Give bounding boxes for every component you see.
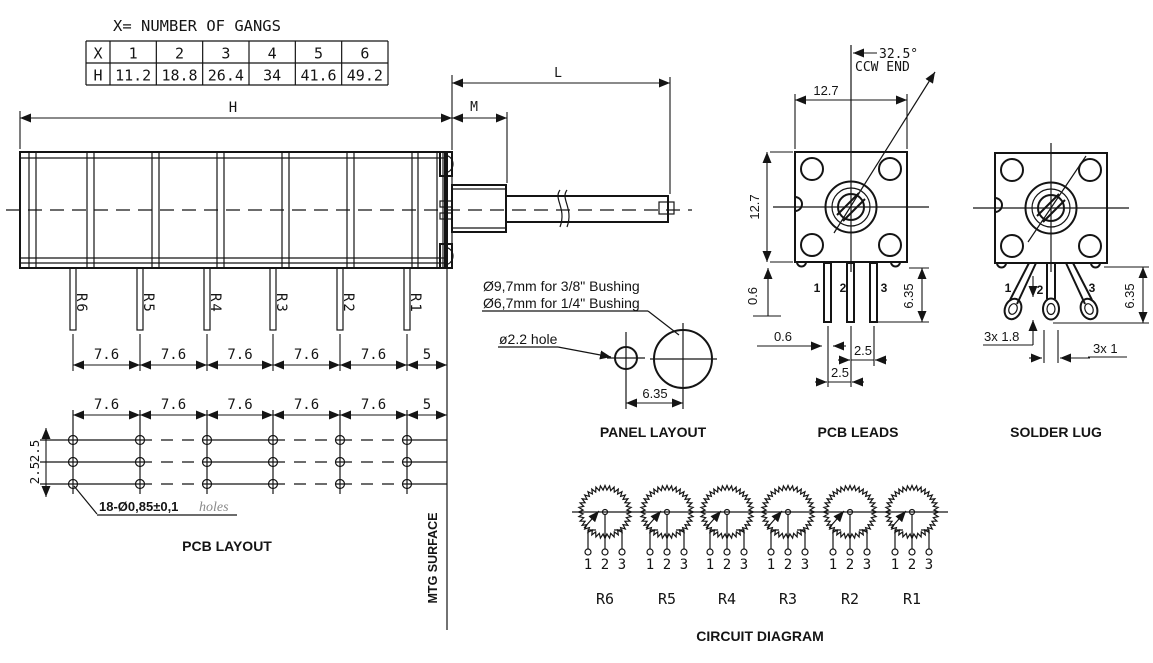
terminal-label: 3 bbox=[617, 557, 627, 573]
terminal-node bbox=[864, 549, 870, 555]
gang-table-cell: 6 bbox=[360, 44, 370, 63]
lug-2-label: 2 bbox=[1036, 283, 1044, 297]
dim-label-M: M bbox=[470, 100, 478, 115]
gang-table-title: X= NUMBER OF GANGS bbox=[113, 17, 281, 35]
terminal-node bbox=[741, 549, 747, 555]
corner-rivet bbox=[1079, 235, 1101, 257]
dim-label-pin-pitch: 7.6 bbox=[293, 347, 320, 363]
side-view-pins bbox=[70, 268, 423, 330]
wiper-arrow bbox=[584, 511, 599, 528]
gang-table-cell: X bbox=[93, 44, 103, 63]
pot-unit-label: R1 bbox=[902, 590, 922, 608]
dim-label-lead-width: 0.6 bbox=[773, 329, 793, 344]
gang-table-cell: 11.2 bbox=[115, 66, 152, 85]
panel-layout-caption: PANEL LAYOUT bbox=[599, 424, 707, 440]
lead-3-label: 3 bbox=[880, 281, 888, 295]
gang-table-cell: 4 bbox=[267, 44, 277, 63]
dim-label-pin-pitch: 7.6 bbox=[160, 347, 187, 363]
lug-1-edge bbox=[1010, 263, 1029, 300]
pin-label: R4 bbox=[207, 293, 223, 314]
pcb-leads-caption: PCB LEADS bbox=[817, 424, 899, 440]
terminal-node bbox=[619, 549, 625, 555]
dim-label-width: 12.7 bbox=[813, 83, 839, 98]
dim-label-height: 12.7 bbox=[747, 194, 762, 220]
pcb-leads-view bbox=[745, 45, 935, 440]
hole-note-leader bbox=[558, 347, 611, 357]
corner-rivet bbox=[879, 234, 901, 256]
gang-table-cell: 1 bbox=[128, 44, 138, 63]
corner-rivet bbox=[1001, 159, 1023, 181]
dim-label-pin-pitch: 5 bbox=[422, 347, 432, 363]
terminal-node bbox=[724, 549, 730, 555]
lug-3-label: 3 bbox=[1088, 281, 1096, 295]
dim-label-hole-pitch: 7.6 bbox=[293, 397, 320, 413]
bushing bbox=[452, 185, 506, 232]
dim-label-row-pitch: 2.5 bbox=[27, 439, 42, 463]
terminal-label: 3 bbox=[800, 557, 810, 573]
dim-label-standoff: 0.6 bbox=[745, 286, 760, 306]
terminal-node bbox=[785, 549, 791, 555]
terminal-label: 3 bbox=[739, 557, 749, 573]
terminal-label: 2 bbox=[662, 557, 672, 573]
lead-1 bbox=[824, 263, 831, 322]
gang-table-cell: 26.4 bbox=[207, 66, 244, 85]
pot-unit-label: R2 bbox=[840, 590, 860, 608]
dim-label-row-pitch: 2.5 bbox=[27, 461, 42, 485]
corner-rivet bbox=[879, 158, 901, 180]
dim-label-lug-length: 6.35 bbox=[1122, 283, 1137, 309]
bushing-note-2: Ø6,7mm for 1/4" Bushing bbox=[483, 295, 640, 311]
dim-label-hole-pitch: 5 bbox=[422, 397, 432, 413]
lug-1-eyelet-hole bbox=[1007, 302, 1019, 315]
lead-1-label: 1 bbox=[813, 281, 821, 295]
solder-lug-view bbox=[973, 143, 1149, 440]
lug-3-eyelet-hole bbox=[1083, 302, 1095, 315]
potentiometer-symbol bbox=[824, 486, 877, 609]
gang-table-cell: 3 bbox=[221, 44, 231, 63]
dim-label-hole-pitch: 7.6 bbox=[93, 397, 120, 413]
gang-count-table bbox=[86, 17, 388, 85]
dim-label-pitch-a: 2.5 bbox=[853, 343, 873, 358]
lead-3 bbox=[870, 263, 877, 322]
dim-label-pitch-b: 2.5 bbox=[830, 365, 850, 380]
terminal-node bbox=[768, 549, 774, 555]
bushing-note-1: Ø9,7mm for 3/8" Bushing bbox=[483, 278, 640, 294]
wiper-arrow bbox=[646, 511, 661, 528]
gang-table-cell: 49.2 bbox=[346, 66, 383, 85]
wiper-arrow bbox=[891, 511, 906, 528]
mtg-surface-label: MTG SURFACE bbox=[426, 512, 440, 604]
pot-unit-label: R4 bbox=[717, 590, 737, 608]
terminal-label: 1 bbox=[705, 557, 715, 573]
terminal-node bbox=[681, 549, 687, 555]
pcb-hole-grid bbox=[27, 397, 447, 497]
dim-label-lead-length: 6.35 bbox=[901, 283, 916, 309]
holes-note-leader bbox=[74, 486, 97, 514]
dim-label-hole-spacing: 6.35 bbox=[642, 386, 668, 401]
potentiometer-symbol bbox=[701, 486, 754, 609]
terminal-node bbox=[926, 549, 932, 555]
terminal-node bbox=[830, 549, 836, 555]
potentiometer-symbols bbox=[579, 486, 939, 609]
terminal-label: 1 bbox=[766, 557, 776, 573]
gang-table-cell: 34 bbox=[263, 66, 282, 85]
gang-table-cell: H bbox=[93, 66, 103, 85]
terminal-label: 2 bbox=[783, 557, 793, 573]
ccw-end-label: CCW END bbox=[855, 60, 910, 75]
gang-table-cell: 41.6 bbox=[300, 66, 337, 85]
terminal-label: 2 bbox=[845, 557, 855, 573]
potentiometer-symbol bbox=[641, 486, 694, 609]
pin-label: R3 bbox=[273, 293, 289, 314]
dim-label-hole-pitch: 7.6 bbox=[227, 397, 253, 413]
pot-unit-label: R3 bbox=[778, 590, 798, 608]
corner-rivet bbox=[1001, 235, 1023, 257]
hole-note: ø2.2 hole bbox=[499, 331, 558, 347]
corner-rivet bbox=[1079, 159, 1101, 181]
pot-unit-label: R6 bbox=[595, 590, 615, 608]
lug-3-eyelet bbox=[1078, 296, 1101, 321]
terminal-node bbox=[602, 549, 608, 555]
corner-rivet bbox=[801, 234, 823, 256]
holes-note: 18-Ø0,85±0,1 bbox=[99, 499, 179, 514]
dim-label-hole-pitch: 7.6 bbox=[360, 397, 387, 413]
terminal-node bbox=[585, 549, 591, 555]
terminal-label: 2 bbox=[907, 557, 917, 573]
pin-label: R2 bbox=[340, 293, 356, 314]
terminal-label: 1 bbox=[828, 557, 838, 573]
lug-2-eyelet bbox=[1043, 299, 1059, 320]
terminal-node bbox=[664, 549, 670, 555]
potentiometer-symbol bbox=[762, 486, 815, 609]
dim-label-H: H bbox=[228, 100, 238, 116]
potentiometer-symbol bbox=[579, 486, 632, 609]
gang-table-cell: 2 bbox=[174, 44, 185, 63]
lug-1-label: 1 bbox=[1004, 281, 1012, 295]
wiper-arrow bbox=[829, 511, 844, 528]
pin-label: R1 bbox=[407, 293, 423, 314]
solder-lug-caption: SOLDER LUG bbox=[1010, 424, 1102, 440]
side-notch bbox=[795, 197, 802, 211]
potentiometer-symbol bbox=[886, 486, 939, 609]
terminal-label: 2 bbox=[600, 557, 610, 573]
terminal-node bbox=[892, 549, 898, 555]
terminal-node bbox=[909, 549, 915, 555]
angle-label: 32.5° bbox=[879, 47, 919, 62]
pin-label: R5 bbox=[140, 293, 156, 314]
terminal-label: 1 bbox=[583, 557, 593, 573]
terminal-label: 1 bbox=[890, 557, 900, 573]
gang-table-grid bbox=[86, 41, 388, 85]
pin-label: R6 bbox=[73, 293, 89, 314]
lug-1-eyelet bbox=[1002, 296, 1025, 321]
side-notch bbox=[995, 198, 1002, 212]
shaft bbox=[506, 196, 668, 222]
circuit-diagram bbox=[572, 486, 948, 645]
circuit-diagram-caption: CIRCUIT DIAGRAM bbox=[696, 628, 824, 644]
terminal-node bbox=[707, 549, 713, 555]
terminal-label: 3 bbox=[679, 557, 689, 573]
shaft-slot bbox=[659, 202, 674, 214]
terminal-label: 3 bbox=[862, 557, 872, 573]
terminal-label: 2 bbox=[722, 557, 732, 573]
lug-2-eyelet-hole bbox=[1047, 304, 1055, 315]
side-view-pitch-dims bbox=[73, 334, 447, 371]
terminal-node bbox=[847, 549, 853, 555]
gang-table-cell: 5 bbox=[313, 44, 324, 63]
terminal-label: 1 bbox=[645, 557, 655, 573]
terminal-node bbox=[802, 549, 808, 555]
wiper-arrow bbox=[706, 511, 721, 528]
panel-layout-view bbox=[482, 278, 717, 440]
pcb-layout-view bbox=[27, 397, 447, 603]
gang-table-cell: 18.8 bbox=[161, 66, 198, 85]
dim-label-L: L bbox=[554, 66, 562, 81]
terminal-node bbox=[647, 549, 653, 555]
dim-label-pin-pitch: 7.6 bbox=[360, 347, 387, 363]
shaft-slot-line-2 bbox=[843, 199, 865, 221]
corner-rivet bbox=[801, 158, 823, 180]
side-view bbox=[6, 66, 692, 630]
dim-label-hole-pitch: 7.6 bbox=[160, 397, 187, 413]
holes-note-word: holes bbox=[199, 500, 229, 515]
lead-2-label: 2 bbox=[839, 281, 847, 295]
terminal-label: 3 bbox=[924, 557, 934, 573]
pcb-layout-caption: PCB LAYOUT bbox=[182, 538, 272, 554]
dim-label-pin-pitch: 7.6 bbox=[93, 347, 120, 363]
wiper-arrow bbox=[767, 511, 782, 528]
dim-label-pin-pitch: 7.6 bbox=[227, 347, 253, 363]
dim-label-lug-width: 3x 1.8 bbox=[984, 329, 1020, 344]
pot-unit-label: R5 bbox=[657, 590, 677, 608]
dim-label-lug-thickness: 3x 1 bbox=[1093, 341, 1118, 356]
